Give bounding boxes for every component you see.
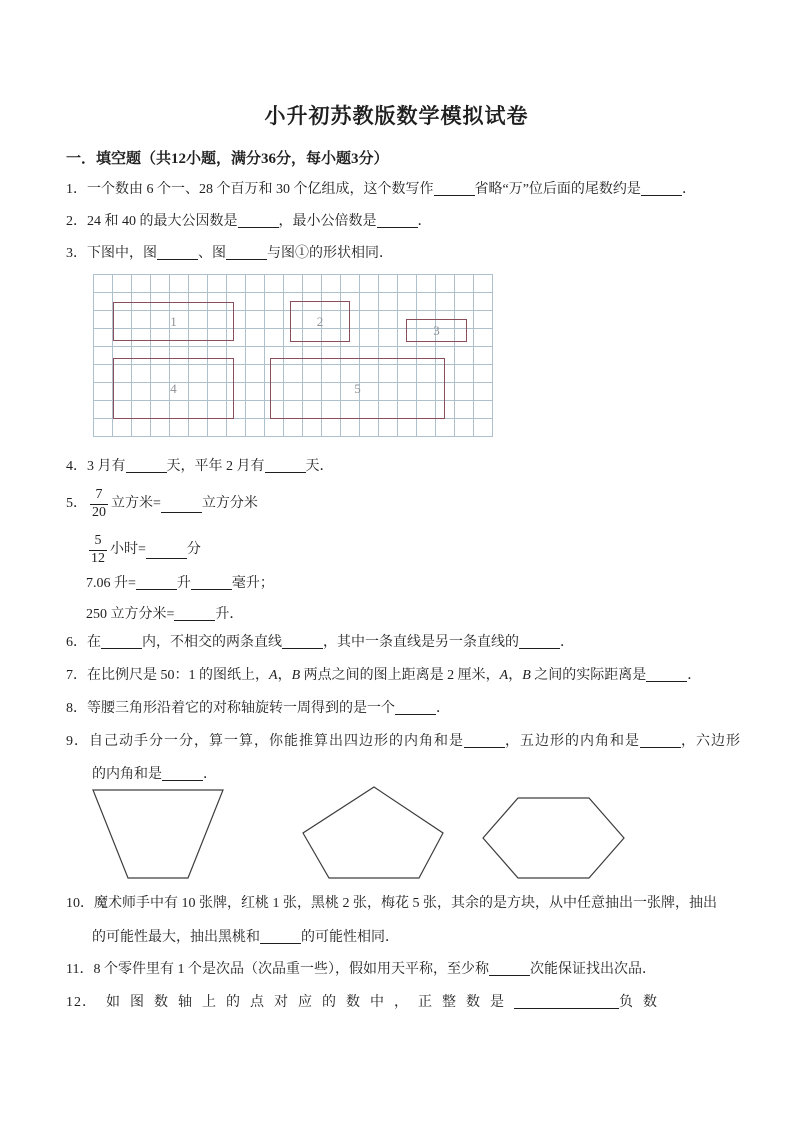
q3-text-b: 、图 — [198, 246, 226, 261]
q4-text-a: 4．3 月有 — [66, 459, 126, 474]
shapes-figure — [60, 782, 710, 886]
q2-blank-1 — [238, 211, 279, 228]
fraction-numerator: 5 — [89, 533, 107, 550]
section-heading: 一．填空题（共12小题，满分36分，每小题3分） — [66, 151, 389, 167]
q11-text-b: 次能保证找出次品． — [529, 962, 656, 977]
q4-text-c: 天． — [305, 459, 334, 474]
q12-text-b: 负数 — [619, 995, 667, 1010]
q2-blank-2 — [377, 211, 418, 228]
q6-text-c: ，其中一条直线是另一条直线的 — [323, 635, 519, 650]
q3-text-c: 与图①的形状相同． — [267, 246, 393, 261]
pentagon-shape — [303, 787, 443, 878]
q5-l3-text-b: 升 — [176, 576, 191, 591]
question-3 — [66, 243, 393, 264]
q8-text-a: 8．等腰三角形沿着它的对称轴旋转一周得到的是一个 — [66, 701, 395, 716]
figure-rect-3 — [406, 319, 467, 342]
q5-blank-3 — [136, 573, 177, 590]
question-10-line-2 — [92, 927, 399, 948]
page-title: 小升初苏教版数学模拟试卷 — [264, 104, 529, 128]
q7-text-a: 7．在比例尺是 50：1 的图纸上， — [66, 668, 269, 683]
question-4 — [66, 456, 334, 477]
q8-blank-1 — [395, 698, 436, 715]
q7-text-c: 之间的实际距离是 — [530, 668, 647, 683]
q5-l4-text-b: 升． — [215, 607, 244, 622]
figure-rect-4 — [113, 358, 234, 419]
q7-text-b: 两点之间的图上距离是 2 厘米， — [300, 668, 500, 683]
q3-blank-2 — [226, 243, 267, 260]
q10-text-a: 的可能性最大，抽出黑桃和 — [92, 930, 260, 945]
q12-number: 12 — [66, 995, 82, 1010]
figure-rect-3-label: 3 — [433, 322, 440, 338]
figure-rect-5 — [270, 358, 445, 419]
figure-rect-5-label: 5 — [354, 380, 361, 396]
q5-blank-5 — [174, 604, 215, 621]
question-2 — [66, 211, 432, 232]
grid-figure — [93, 274, 493, 437]
q10-blank-1 — [260, 927, 301, 944]
q5-l3-text-c: 毫升； — [231, 576, 274, 591]
fraction-denominator: 20 — [92, 504, 106, 520]
question-5-line-2 — [86, 530, 201, 570]
q5-l2-text: 小时= — [110, 542, 146, 557]
figure-rect-4-label: 4 — [170, 380, 177, 396]
q7-var-a: A — [269, 668, 278, 683]
q1-text-c: ． — [681, 182, 696, 197]
question-11 — [66, 959, 656, 980]
q5-label: 5． — [66, 496, 87, 511]
q10-text-b: 的可能性相同． — [301, 930, 399, 945]
q9-text-e: ． — [203, 767, 217, 782]
trapezoid-shape — [93, 790, 223, 878]
q6-blank-3 — [519, 632, 560, 649]
q8-text-b: ． — [436, 701, 450, 716]
question-5-line-3 — [86, 573, 274, 594]
question-5-line-1 — [66, 484, 258, 524]
q9-blank-2 — [640, 731, 681, 748]
q5-blank-1 — [161, 496, 202, 513]
q2-text-c: ． — [417, 214, 432, 229]
q12-blank-1 — [514, 992, 619, 1009]
fraction-5-12 — [89, 533, 107, 566]
question-9-line-1 — [66, 731, 741, 752]
question-1 — [66, 179, 696, 200]
q4-blank-2 — [265, 456, 306, 473]
fraction-numerator: 7 — [90, 487, 108, 504]
figure-rect-2-label: 2 — [316, 313, 324, 329]
q7-comma-2: ， — [508, 668, 523, 683]
q9-text-c: ，六边形 — [681, 734, 741, 749]
q5-l1-unit: 立方分米 — [201, 496, 258, 511]
q3-blank-1 — [157, 243, 198, 260]
q5-blank-2 — [146, 542, 187, 559]
question-10-line-1: 10．魔术师手中有 10 张牌，红桃 1 张，黑桃 2 张，梅花 5 张，其余的是方块，从中任意抽出一张牌，抽出 — [66, 896, 717, 911]
q9-blank-3 — [162, 764, 203, 781]
figure-rect-2 — [290, 301, 350, 342]
q4-text-b: 天，平年 2 月有 — [166, 459, 265, 474]
q5-l2-unit: 分 — [186, 542, 201, 557]
q7-blank-1 — [646, 665, 687, 682]
q1-blank-2 — [641, 179, 682, 196]
q12-text-a: ．如图数轴上的点对应的数中，正整数是 — [82, 995, 514, 1010]
fraction-denominator: 12 — [91, 550, 105, 566]
q7-var-b2: B — [522, 668, 531, 683]
q9-text-d: 的内角和是 — [92, 767, 162, 782]
q4-blank-1 — [126, 456, 167, 473]
figure-rect-1-label: 1 — [170, 313, 177, 329]
q7-var-b: B — [291, 668, 301, 683]
q11-text-a: 11．8 个零件里有 1 个是次品（次品重一些），假如用天平称，至少称 — [66, 962, 489, 977]
question-12 — [66, 992, 667, 1013]
q5-blank-4 — [191, 573, 232, 590]
q5-l1-text: 立方米= — [111, 496, 161, 511]
q5-l3-text-a: 7.06 升= — [86, 576, 136, 591]
q6-text-d: ． — [560, 635, 574, 650]
q1-text-a: 1．一个数由 6 个一、28 个百万和 30 个亿组成，这个数写作 — [66, 182, 434, 197]
q6-blank-1 — [101, 632, 142, 649]
q11-blank-1 — [489, 959, 530, 976]
q7-comma: ， — [277, 668, 292, 683]
q7-text-d: ． — [687, 668, 702, 683]
figure-rect-1 — [113, 302, 234, 341]
question-5-line-4 — [86, 604, 243, 625]
q1-blank-1 — [434, 179, 475, 196]
q7-var-a2: A — [499, 668, 509, 683]
q9-blank-1 — [464, 731, 505, 748]
q5-l4-text-a: 250 立方分米= — [86, 607, 175, 622]
q6-text-b: 内，不相交的两条直线 — [142, 635, 282, 650]
fraction-7-20 — [90, 487, 108, 520]
hexagon-shape — [483, 798, 624, 878]
q1-text-b: 省略“万”位后面的尾数约是 — [474, 182, 641, 197]
q6-blank-2 — [282, 632, 323, 649]
question-7 — [66, 665, 701, 686]
question-6 — [66, 632, 574, 653]
q6-text-a: 6．在 — [66, 635, 101, 650]
q9-text-a: 9．自己动手分一分，算一算，你能推算出四边形的内角和是 — [66, 734, 464, 749]
q2-text-a: 2．24 和 40 的最大公因数是 — [66, 214, 238, 229]
q9-text-b: ，五边形的内角和是 — [505, 734, 640, 749]
q3-text-a: 3．下图中，图 — [66, 246, 157, 261]
q2-text-b: ，最小公倍数是 — [278, 214, 377, 229]
question-8 — [66, 698, 450, 719]
